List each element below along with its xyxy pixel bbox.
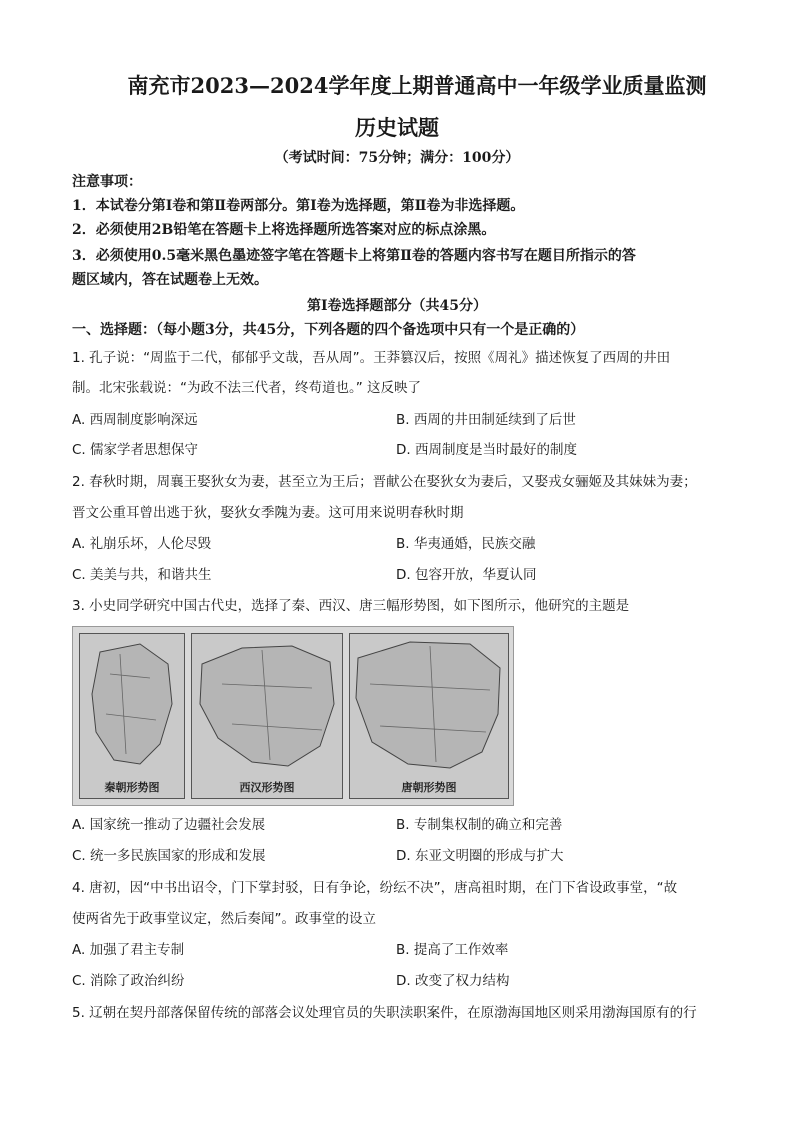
exam-title: 南充市2023—2024学年度上期普通高中一年级学业质量监测 bbox=[127, 73, 707, 98]
question-2-text: 2. 春秋时期，周襄王娶狄女为妻，甚至立为王后；晋献公在娶狄女为妻后，又娶戎女骊姬及其妹妹为妻； bbox=[72, 474, 697, 490]
note-item: 3．必须使用0.5毫米黑色墨迹签字笔在答题卡上将第Ⅱ卷的答题内容书写在题目所指示的答 bbox=[72, 248, 636, 264]
question-3-option-c: C. 统一多民族国家的形成和发展 bbox=[72, 848, 266, 864]
tang-map-shape bbox=[350, 634, 508, 798]
exam-info: （考试时间：75分钟；满分：100分） bbox=[274, 150, 520, 166]
tang-dynasty-map bbox=[349, 633, 509, 799]
historical-maps-figure bbox=[72, 626, 514, 806]
han-map-shape bbox=[192, 634, 342, 798]
question-1-text: 1. 孔子说：“周监于二代，郁郁乎文哉，吾从周”。王莽篡汉后，按照《周礼》描述恢复了西周的井田 bbox=[72, 350, 671, 366]
question-1-option-c: C. 儒家学者思想保守 bbox=[72, 442, 199, 458]
question-4-option-a: A. 加强了君主专制 bbox=[72, 942, 185, 958]
question-2-text: 晋文公重耳曾出逃于狄，娶狄女季隗为妻。这可用来说明春秋时期 bbox=[72, 505, 464, 521]
western-han-map bbox=[191, 633, 343, 799]
question-4-text: 使两省先于政事堂议定，然后奏闻”。政事堂的设立 bbox=[72, 911, 376, 927]
question-4-option-c: C. 消除了政治纠纷 bbox=[72, 973, 185, 989]
note-item: 2．必须使用2B铅笔在答题卡上将选择题所选答案对应的标点涂黑。 bbox=[72, 222, 496, 238]
question-3-option-a: A. 国家统一推动了边疆社会发展 bbox=[72, 817, 266, 833]
qin-map-caption: 秦朝形势图 bbox=[104, 781, 160, 794]
han-map-caption: 西汉形势图 bbox=[239, 781, 295, 794]
question-5-text: 5. 辽朝在契丹部落保留传统的部落会议处理官员的失职渎职案件，在原渤海国地区则采用渤海国原有的行 bbox=[72, 1005, 697, 1021]
qin-map-shape bbox=[80, 634, 184, 798]
question-2-option-b: B. 华夷通婚，民族交融 bbox=[396, 536, 536, 552]
question-4-option-d: D. 改变了权力结构 bbox=[396, 973, 510, 989]
qin-dynasty-map bbox=[79, 633, 185, 799]
question-1-option-b: B. 西周的井田制延续到了后世 bbox=[396, 412, 576, 428]
question-2-option-d: D. 包容开放，华夏认同 bbox=[396, 567, 537, 583]
question-4-text: 4. 唐初，因“中书出诏令，门下掌封驳，日有争论，纷纭不决”，唐高祖时期，在门下省设政事堂，“故 bbox=[72, 880, 678, 896]
question-1-option-d: D. 西周制度是当时最好的制度 bbox=[396, 442, 577, 458]
notes-heading: 注意事项： bbox=[72, 174, 142, 190]
question-2-option-a: A. 礼崩乐坏，人伦尽毁 bbox=[72, 536, 212, 552]
exam-subject: 历史试题 bbox=[355, 115, 439, 140]
question-1-option-a: A. 西周制度影响深远 bbox=[72, 412, 198, 428]
section-title: 第Ⅰ卷选择题部分（共45分） bbox=[306, 298, 488, 314]
question-3-text: 3. 小史同学研究中国古代史，选择了秦、西汉、唐三幅形势图，如下图所示，他研究的主题是 bbox=[72, 598, 630, 614]
question-1-text: 制。北宋张载说：“为政不法三代者，终苟道也。” 这反映了 bbox=[72, 380, 422, 396]
question-3-option-b: B. 专制集权制的确立和完善 bbox=[396, 817, 563, 833]
question-4-option-b: B. 提高了工作效率 bbox=[396, 942, 509, 958]
tang-map-caption: 唐朝形势图 bbox=[401, 781, 457, 794]
question-3-option-d: D. 东亚文明圈的形成与扩大 bbox=[396, 848, 564, 864]
note-item: 1．本试卷分第Ⅰ卷和第Ⅱ卷两部分。第Ⅰ卷为选择题，第Ⅱ卷为非选择题。 bbox=[72, 198, 525, 214]
note-item: 题区域内，答在试题卷上无效。 bbox=[72, 272, 268, 288]
question-2-option-c: C. 美美与共，和谐共生 bbox=[72, 567, 212, 583]
section-instruction: 一、选择题：（每小题3分，共45分，下列各题的四个备选项中只有一个是正确的） bbox=[72, 322, 585, 338]
